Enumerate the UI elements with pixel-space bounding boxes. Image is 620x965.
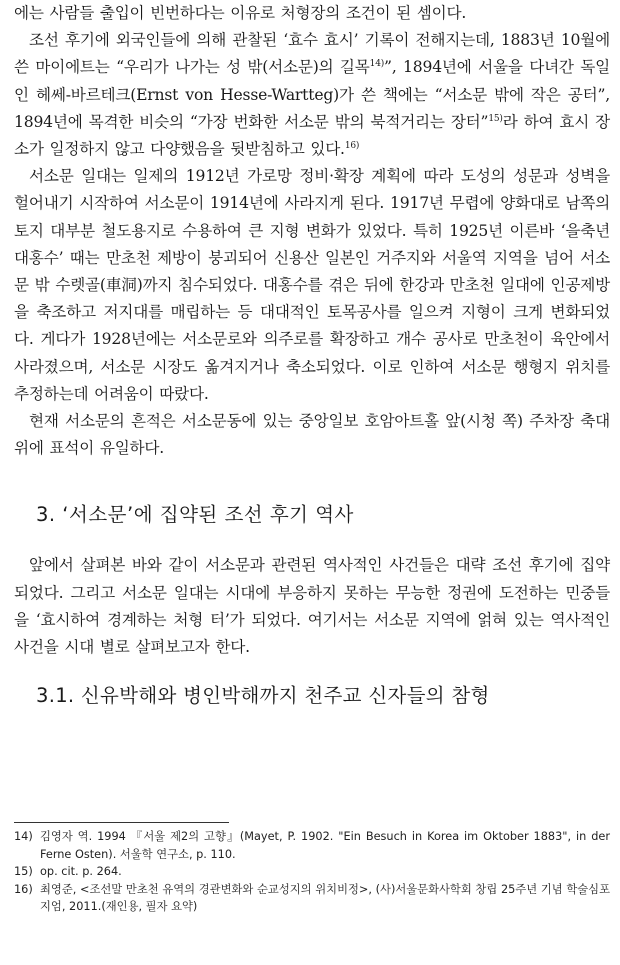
footnote-text: 김영자 역. 1994 『서울 제2의 고향』(Mayet, P. 1902. "Ein Besuch in Korea im Oktober 1883", in der Ferne Osten). 서울학 연구소, p. 110. [40,830,610,861]
intro-section [14,0,610,462]
footnote-text: 최영준, <조선말 만초천 유역의 경관변화와 순교성지의 위치비정>, (사)서울문화사학회 창립 25주년 기념 학술심포지엄, 2011.(재인용, 필자 요약) [40,882,610,913]
page-content [14,0,610,711]
section-3 [14,500,610,711]
paragraph-text: 라 하여 효시 장소가 일정하지 않고 다양했음을 뒷받침하고 있다. [14,112,610,159]
paragraph-intro-1: 에는 사람들 출입이 빈번하다는 이유로 처형장의 조건이 된 셈이다. [14,4,467,22]
footnote-divider [14,822,229,823]
paragraph-text: ”, 1894년에 서울을 다녀간 독일인 헤쎄-바르테크(Ernst von Hesse-Wartteg)가 쓴 책에는 “서소문 밖에 작은 공터”, 1894년에 목격한 비슷의 “가장 번화한 서소문 밖의 북적거리는 장터” [14,58,610,131]
footnote-text: op. cit. p. 264. [40,865,122,878]
footnote-number: 14) [14,830,33,843]
footnote-ref-15: 15) [488,113,503,124]
paragraph-intro-2 [14,27,610,163]
footnote-ref-16: 16) [344,140,360,151]
section-3-body [14,552,610,661]
section-3-1-heading: 3.1. 신유박해와 병인박해까지 천주교 신자들의 참형 [36,684,490,708]
footnote-number: 15) [14,865,33,878]
footnote-ref-14: 14) [369,59,385,70]
paragraph-intro-4: 현재 서소문의 흔적은 서소문동에 있는 중앙일보 호암아트홀 앞(시청 쪽) 주차장 축대 위에 표석이 유일하다. [14,412,610,458]
footnote-14 [14,828,610,863]
footnotes [14,828,610,916]
paragraph-section-3: 앞에서 살펴본 바와 같이 서소문과 관련된 역사적인 사건들은 대략 조선 후기에 집약되었다. 그리고 서소문 일대는 시대에 부응하지 못하는 무능한 정권에 도전하는 민중들을 ‘효시하여 경계하는 처형 터’가 되었다. 여기서는 서소문 지역에 얽혀 있는 역사적인 사건을 시대 별로 살펴보고자 한다. [14,556,610,657]
footnote-16 [14,881,610,916]
footnote-number: 16) [14,882,33,896]
section-3-heading: 3. ‘서소문’에 집약된 조선 후기 역사 [36,503,354,527]
footnote-15 [14,863,610,881]
paragraph-intro-3: 서소문 일대는 일제의 1912년 가로망 정비·확장 계획에 따라 도성의 성문과 성벽을 헐어내기 시작하여 서소문이 1914년에 사라지게 된다. 1917년 무렵에 양화대로 남쪽의 토지 대부분 철도용지로 수용하여 큰 지형 변화가 있었다. 특히 1925년 이른바 ‘을축년 대홍수’ 때는 만초천 제방이 붕괴되어 신용산 일본인 거주지와 서울역 지역을 넘어 서소문 밖 수렛골(車洞)까지 침수되었다. 대홍수를 겪은 뒤에 한강과 만초천 일대에 인공제방을 축조하고 저지대를 매립하는 등 대대적인 토목공사를 일으켜 지형이 크게 변화되었다. 게다가 1928년에는 서소문로와 의주로를 확장하고 개수 공사로 만초천이 육안에서 사라졌으며, 서소문 시장도 옮겨지거나 축소되었다. 이로 인하여 서소문 행형지 위치를 추정하는데 어려움이 따랐다. [14,167,610,403]
paragraph-text: 조선 후기에 외국인들에 의해 관찰된 ‘효수 효시’ 기록이 전해지는데, 1883년 10월에 쓴 마이에트는 “우리가 나가는 성 밖(서소문)의 길목 [14,31,610,77]
